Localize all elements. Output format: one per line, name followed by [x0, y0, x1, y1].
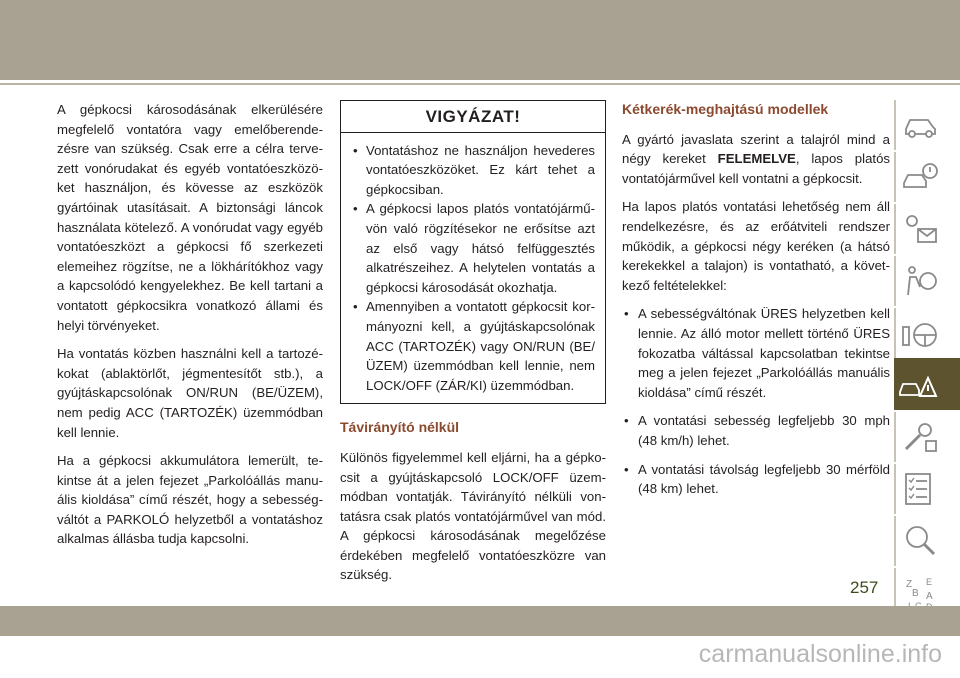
paragraph-flatbed: [622, 130, 890, 189]
section-heading-remote: Távirányító nélkül: [340, 419, 460, 436]
car-exterior-icon: [900, 105, 940, 145]
tab-maintenance[interactable]: [894, 412, 960, 462]
footer-band: [0, 606, 960, 636]
maintenance-icon: [900, 417, 940, 457]
paragraph-towing-equipment: A gépkocsi károsodásának elkerülésére megfelelő vontatóra vagy emelőberendezésre van szükség. Csak erre a célra tervezett vonórudakat és egyéb vontatóeszközöket használjon, és kövesse az eszközök gyártóinak utasításait. A biztonsági láncok használata kötelező. A vonórudat vagy egyéb vontatóeszközt a gépkocsi fő szerkezeti elemeihez rögzítse, ne a lökhárítókhoz vagy a kapcsolódó kengyelekhez. Be kell tartani a vontatott gépkocsikra vonatkozó állami és helyi törvényeket.: [57, 102, 323, 333]
text-run: A gyártó javaslata szerint a talajról mind a négy kereket: [622, 131, 890, 167]
safety-airbag-icon: [900, 261, 940, 301]
header-divider-shadow: [0, 83, 960, 85]
condition-item: • A vontatási távolság legfeljebb 30 mérföld (48 km) lehet.: [622, 460, 890, 499]
svg-text:A: A: [926, 591, 933, 602]
watermark-text: carmanualsonline.info: [698, 640, 942, 668]
condition-item: • A vontatási sebesség legfeljebb 30 mph (48 km/h) lehet.: [622, 411, 890, 450]
text-run: , lapos platós vontatójárművel kell vontatni a gépkocsit.: [622, 151, 890, 186]
condition-item: • A sebességváltónak ÜRES helyzetben kell lennie. Az álló motor mellett történő ÜRES fokozatba váltással kapcsolatban tekintse meg a jelen fejezet „Parkolóállás manuális kioldása” című részét.: [622, 304, 890, 402]
warning-item: • A gépkocsi lapos platós vontatójárművön való rögzítésekor ne erősítse azt az első vagy hátsó felfüggesztés alkatrészeihez. A helytelen vontatás a gépkocsi károsodását okozhatja.: [353, 199, 595, 297]
tab-car-exterior[interactable]: [894, 100, 960, 150]
warning-list: [341, 133, 605, 404]
paragraph-dead-battery: Ha a gépkocsi akkumulátora lemerült, tekintse át a jelen fejezet „Parkolóállás manuális kioldása” című részét, hogy a sebességváltót a PARKOLÓ helyzetből a vontatáshoz alkalmas állásba tudja kapcsolni.: [57, 453, 323, 547]
tab-roadside-emergency[interactable]: [894, 358, 960, 410]
warning-title: VIGYÁZAT!: [341, 101, 605, 133]
svg-text:E: E: [926, 577, 933, 587]
warning-item: • Vontatáshoz ne használjon hevederes vontatóeszközöket. Ez kárt tehet a gépkocsiban.: [353, 141, 595, 200]
tab-safety[interactable]: [894, 256, 960, 306]
tab-warning-lights[interactable]: [894, 204, 960, 254]
column-middle: [340, 100, 606, 594]
watermark: [0, 636, 960, 678]
section-heading-two-wheel: Kétkerék-meghajtású modellek: [622, 101, 829, 117]
car-info-icon: [900, 157, 940, 197]
svg-text:Z: Z: [906, 579, 913, 590]
text-bold-felemelve: FELEMELVE: [717, 151, 796, 167]
paragraph-remote: Különös figyelemmel kell eljárni, ha a gépkocsit a gyújtáskapcsoló LOCK/OFF üzemmódban vontatják. Távirányító nélküli vontatásra csak platós vontatójárművel van mód. A gépkocsi károsodásának megelőzése érdekében megfelelő vontatóeszközre van szükség.: [340, 449, 606, 583]
column-right: [622, 100, 890, 508]
column-left: [57, 100, 323, 558]
steering-controls-icon: [900, 313, 940, 353]
tab-specifications[interactable]: [894, 464, 960, 514]
header-band: [0, 0, 960, 80]
svg-text:B: B: [912, 588, 919, 599]
paragraph-accessories: Ha vontatás közben használni kell a tartozékokat (ablaktörlőt, jégmentesítőt stb.), a gyújtáskapcsolónak ON/RUN (BE/ÜZEM), nem pedig ACC (TARTOZÉK) üzemmódban kell lennie.: [57, 346, 323, 440]
tab-car-info[interactable]: [894, 152, 960, 202]
warning-lights-icon: [900, 209, 940, 249]
tab-index-search[interactable]: [894, 516, 960, 566]
conditions-list: [622, 304, 890, 498]
index-search-icon: [900, 521, 940, 561]
tab-steering-controls[interactable]: [894, 308, 960, 358]
specifications-icon: [900, 469, 940, 509]
page-number: 257: [850, 578, 879, 597]
paragraph-conditions: Ha lapos platós vontatási lehetőség nem áll rendelkezésre, és az erőátviteli rendszer működik, a gépkocsi négy keréken (a hátsó kerekekkel a talajon) is vontatható, a következő feltételekkel:: [622, 199, 890, 293]
roadside-emergency-icon: [898, 364, 938, 404]
warning-box: [340, 100, 606, 404]
warning-item: • Amennyiben a vontatott gépkocsit kormányozni kell, a gyújtáskapcsolónak ACC (TARTOZÉK) vagy ON/RUN (BE/ ÜZEM) üzemmódban kell lennie, nem LOCK/OFF (ZÁR/KI) üzemmódban.: [353, 297, 595, 395]
